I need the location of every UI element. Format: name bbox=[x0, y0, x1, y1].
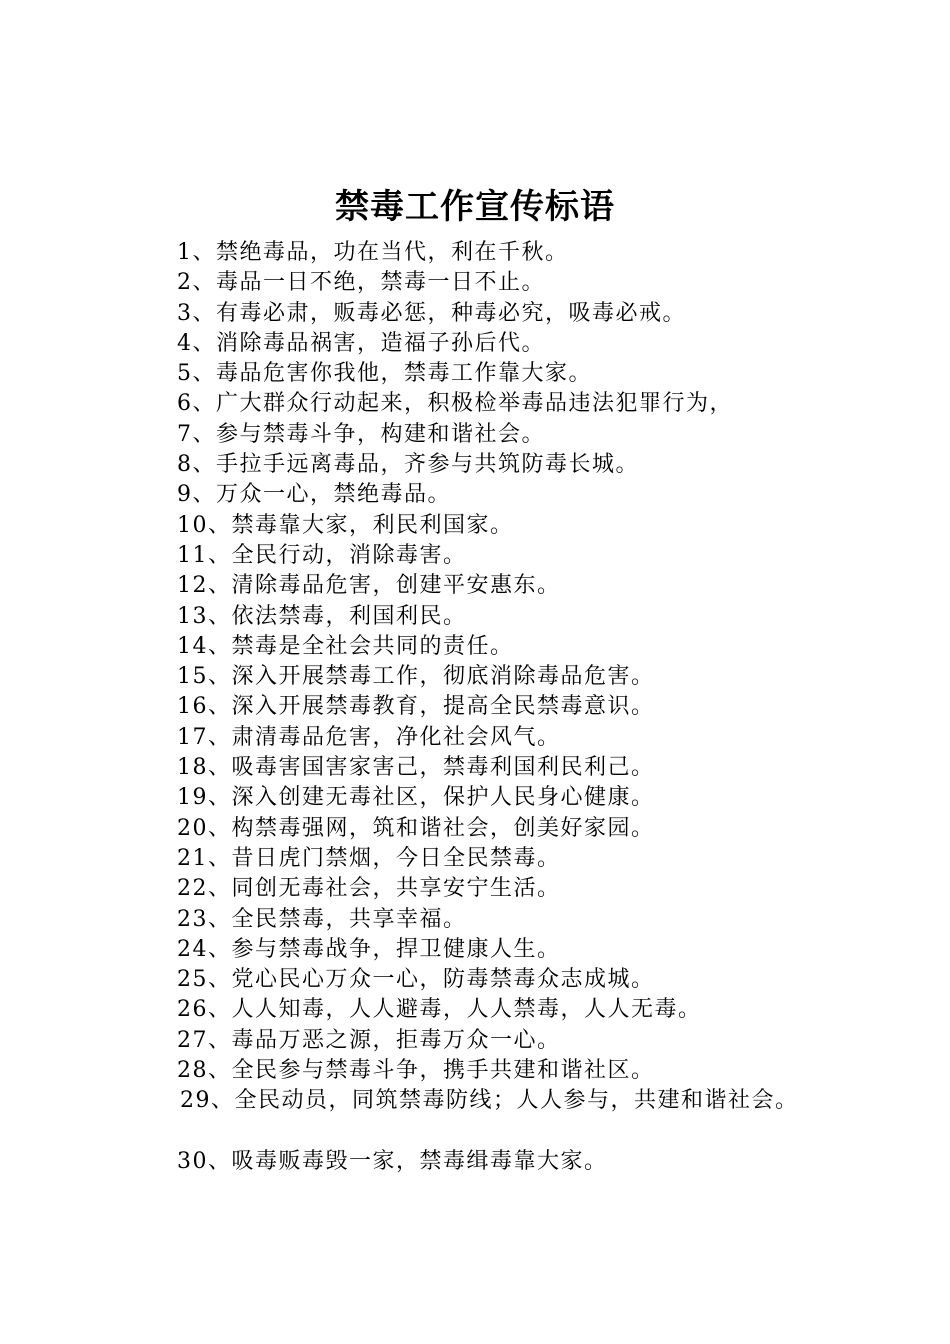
slogan-item: 17、肃清毒品危害，净化社会风气。 bbox=[177, 724, 561, 750]
slogan-item: 3、有毒必肃，贩毒必惩，种毒必究，吸毒必戒。 bbox=[177, 300, 686, 326]
slogan-item: 20、构禁毒强网，筑和谐社会，创美好家园。 bbox=[177, 815, 655, 841]
slogan-item: 30、吸毒贩毒毁一家，禁毒缉毒靠大家。 bbox=[177, 1148, 608, 1174]
slogan-item: 25、党心民心万众一心，防毒禁毒众志成城。 bbox=[177, 967, 655, 993]
slogan-list bbox=[177, 238, 877, 1177]
slogan-item: 5、毒品危害你我他，禁毒工作靠大家。 bbox=[177, 361, 592, 387]
slogan-item: 4、消除毒品祸害，造福子孙后代。 bbox=[177, 330, 545, 356]
document-title: 禁毒工作宣传标语 bbox=[335, 187, 615, 227]
slogan-item: 7、参与禁毒斗争，构建和谐社会。 bbox=[177, 421, 545, 447]
slogan-item: 1、禁绝毒品，功在当代，利在千秋。 bbox=[177, 240, 569, 265]
slogan-item: 18、吸毒害国害家害己，禁毒利国利民利己。 bbox=[177, 755, 655, 781]
slogan-item: 13、依法禁毒，利国利民。 bbox=[177, 603, 467, 629]
slogan-item: 21、昔日虎门禁烟，今日全民禁毒。 bbox=[177, 845, 561, 871]
slogan-item: 28、全民参与禁毒斗争，携手共建和谐社区。 bbox=[177, 1058, 655, 1084]
slogan-item: 11、全民行动，消除毒害。 bbox=[177, 542, 467, 568]
slogan-item: 6、广大群众行动起来，积极检举毒品违法犯罪行为， bbox=[177, 391, 733, 417]
slogan-item: 12、清除毒品危害，创建平安惠东。 bbox=[177, 573, 561, 599]
slogan-item: 9、万众一心，禁绝毒品。 bbox=[177, 482, 451, 508]
slogan-item: 22、同创无毒社会，共享安宁生活。 bbox=[177, 876, 561, 902]
slogan-item: 10、禁毒靠大家，利民利国家。 bbox=[177, 512, 514, 538]
slogan-item: 27、毒品万恶之源，拒毒万众一心。 bbox=[177, 1027, 561, 1053]
slogan-item: 15、深入开展禁毒工作，彻底消除毒品危害。 bbox=[177, 664, 655, 690]
slogan-item: 14、禁毒是全社会共同的责任。 bbox=[177, 633, 514, 659]
slogan-item: 8、手拉手远离毒品，齐参与共筑防毒长城。 bbox=[177, 452, 639, 478]
slogan-item: 16、深入开展禁毒教育，提高全民禁毒意识。 bbox=[177, 694, 655, 720]
slogan-item: 23、全民禁毒，共享幸福。 bbox=[177, 906, 467, 932]
slogan-item: 29、全民动员，同筑禁毒防线；人人参与，共建和谐社会。 bbox=[180, 1088, 799, 1114]
slogan-item: 19、深入创建无毒社区，保护人民身心健康。 bbox=[177, 785, 655, 811]
slogan-item: 26、人人知毒，人人避毒，人人禁毒，人人无毒。 bbox=[177, 997, 702, 1023]
slogan-item: 2、毒品一日不绝，禁毒一日不止。 bbox=[177, 270, 545, 296]
slogan-item: 24、参与禁毒战争，捍卫健康人生。 bbox=[177, 936, 561, 962]
